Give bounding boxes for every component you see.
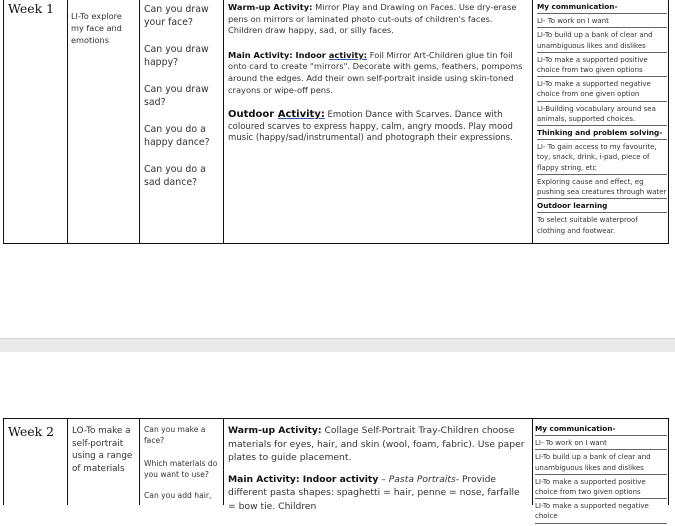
column-divider — [139, 0, 140, 243]
thinking-item: Exploring cause and effect, eg pushing sea creatures through water — [537, 177, 667, 199]
learning-objective: LI-To explore my face and emotions — [71, 11, 122, 45]
comm-heading: My communication- — [535, 424, 667, 436]
questions-column — [144, 3, 222, 189]
warmup-activity — [228, 2, 526, 37]
question-item: Can you make a face? — [144, 425, 206, 445]
thinking-item: LI- To gain access to my favourite, toy, snack, drink, i-pad, piece of flappy string, etc — [537, 142, 667, 175]
outdoor-activity — [228, 109, 526, 145]
outdoor-learning-heading: Outdoor learning — [537, 201, 667, 213]
comm-heading: My communication- — [537, 2, 667, 14]
activities-column — [228, 2, 526, 145]
question-item: Can you draw sad? — [144, 84, 209, 108]
week-label: Week 2 — [8, 424, 55, 439]
main-dash: – — [378, 473, 389, 485]
communication-column — [537, 2, 667, 236]
main-italic: Pasta Portraits — [388, 473, 456, 485]
question-item: Can you draw happy? — [144, 44, 209, 68]
column-divider — [532, 0, 533, 243]
table-border-left — [3, 418, 4, 505]
question-item: Which materials do you want to use? — [144, 459, 218, 479]
learning-objective: LO-To make a self-portrait using a range of materials — [72, 426, 133, 474]
question-item: Can you draw your face? — [144, 4, 209, 28]
column-divider — [223, 418, 224, 505]
warmup-activity — [228, 424, 528, 465]
question-item: Can you add hair, — [144, 491, 212, 500]
comm-item: LI-Building vocabulary around sea animals, supported choices. — [537, 104, 667, 126]
table-border-right — [668, 418, 669, 505]
main-label: Main Activity: Indoor activity — [228, 473, 379, 485]
question-item: Can you do a sad dance? — [144, 164, 206, 188]
page-break — [0, 338, 675, 353]
outdoor-label: Outdoor — [228, 109, 278, 121]
warmup-label: Warm-up Activity: — [228, 425, 322, 436]
question-item: Can you do a happy dance? — [144, 124, 210, 148]
warmup-text: Collage Self-Portrait Tray-Children choose materials for eyes, hair, and skin (wool, foam, fabric). Use paper plates to guide placement. — [228, 425, 525, 464]
thinking-heading: Thinking and problem solving- — [537, 128, 667, 140]
comm-item: LI-To make a supported positive choice from two given options — [537, 55, 667, 77]
comm-item: LI-To make a supported negative choice — [535, 501, 667, 523]
comm-item: LI-To make a supported negative choice from one given option — [537, 79, 667, 101]
comm-item: LI-To build up a bank of clear and unambiguous likes and dislikes — [535, 452, 667, 474]
main-text: Foil Mirror Art-Children glue tin foil onto card to create "mirrors". Decorate with gems, feathers, pompoms around the edges. Add their own self-portrait inside using skin-toned crayons or wipe-off pens. — [228, 49, 523, 95]
outdoor-label-underlined: Activity: — [277, 109, 325, 121]
table-border-right — [668, 0, 669, 243]
column-divider — [223, 0, 224, 243]
comm-item: LI-To build up a bank of clear and unambiguous likes and dislikes — [537, 30, 667, 52]
table-border-top — [3, 418, 669, 419]
warmup-text: Mirror Play and Drawing on Faces. Use dry-erase pens on mirrors or laminated photo cut-outs of children's faces. Children draw happy, sad, or silly faces. — [228, 2, 517, 36]
main-label: Main Activity: Indoor — [228, 49, 329, 60]
table-page-week-2 — [0, 352, 675, 521]
column-divider — [67, 0, 68, 243]
table-border-left — [3, 0, 4, 243]
column-divider — [139, 418, 140, 505]
comm-item: LI- To work on I want — [537, 16, 667, 28]
main-activity — [228, 473, 528, 514]
main-text: - Provide different pasta shapes: spaghetti = hair, penne = nose, farfalle = bow tie. Children — [228, 473, 520, 512]
column-divider — [532, 418, 533, 505]
outdoor-text: Emotion Dance with Scarves. Dance with coloured scarves to express happy, calm, angry moods. Play mood music (happy/sad/instrumental) and photograph their expressions. — [228, 110, 513, 144]
main-activity — [228, 50, 526, 96]
table-border-bottom — [3, 243, 669, 244]
activities-column — [228, 424, 528, 514]
warmup-label: Warm-up Activity: — [228, 2, 313, 12]
questions-column — [144, 424, 222, 501]
main-label-underlined: activity: — [328, 49, 368, 60]
outdoor-learning-item: To select suitable waterproof clothing and footwear. — [537, 216, 638, 235]
column-divider — [67, 418, 68, 505]
week-label: Week 1 — [8, 1, 55, 16]
comm-item: LI- To work on I want — [535, 438, 667, 450]
communication-column — [535, 424, 667, 526]
comm-item: LI-To make a supported positive choice from two given options — [535, 477, 667, 499]
